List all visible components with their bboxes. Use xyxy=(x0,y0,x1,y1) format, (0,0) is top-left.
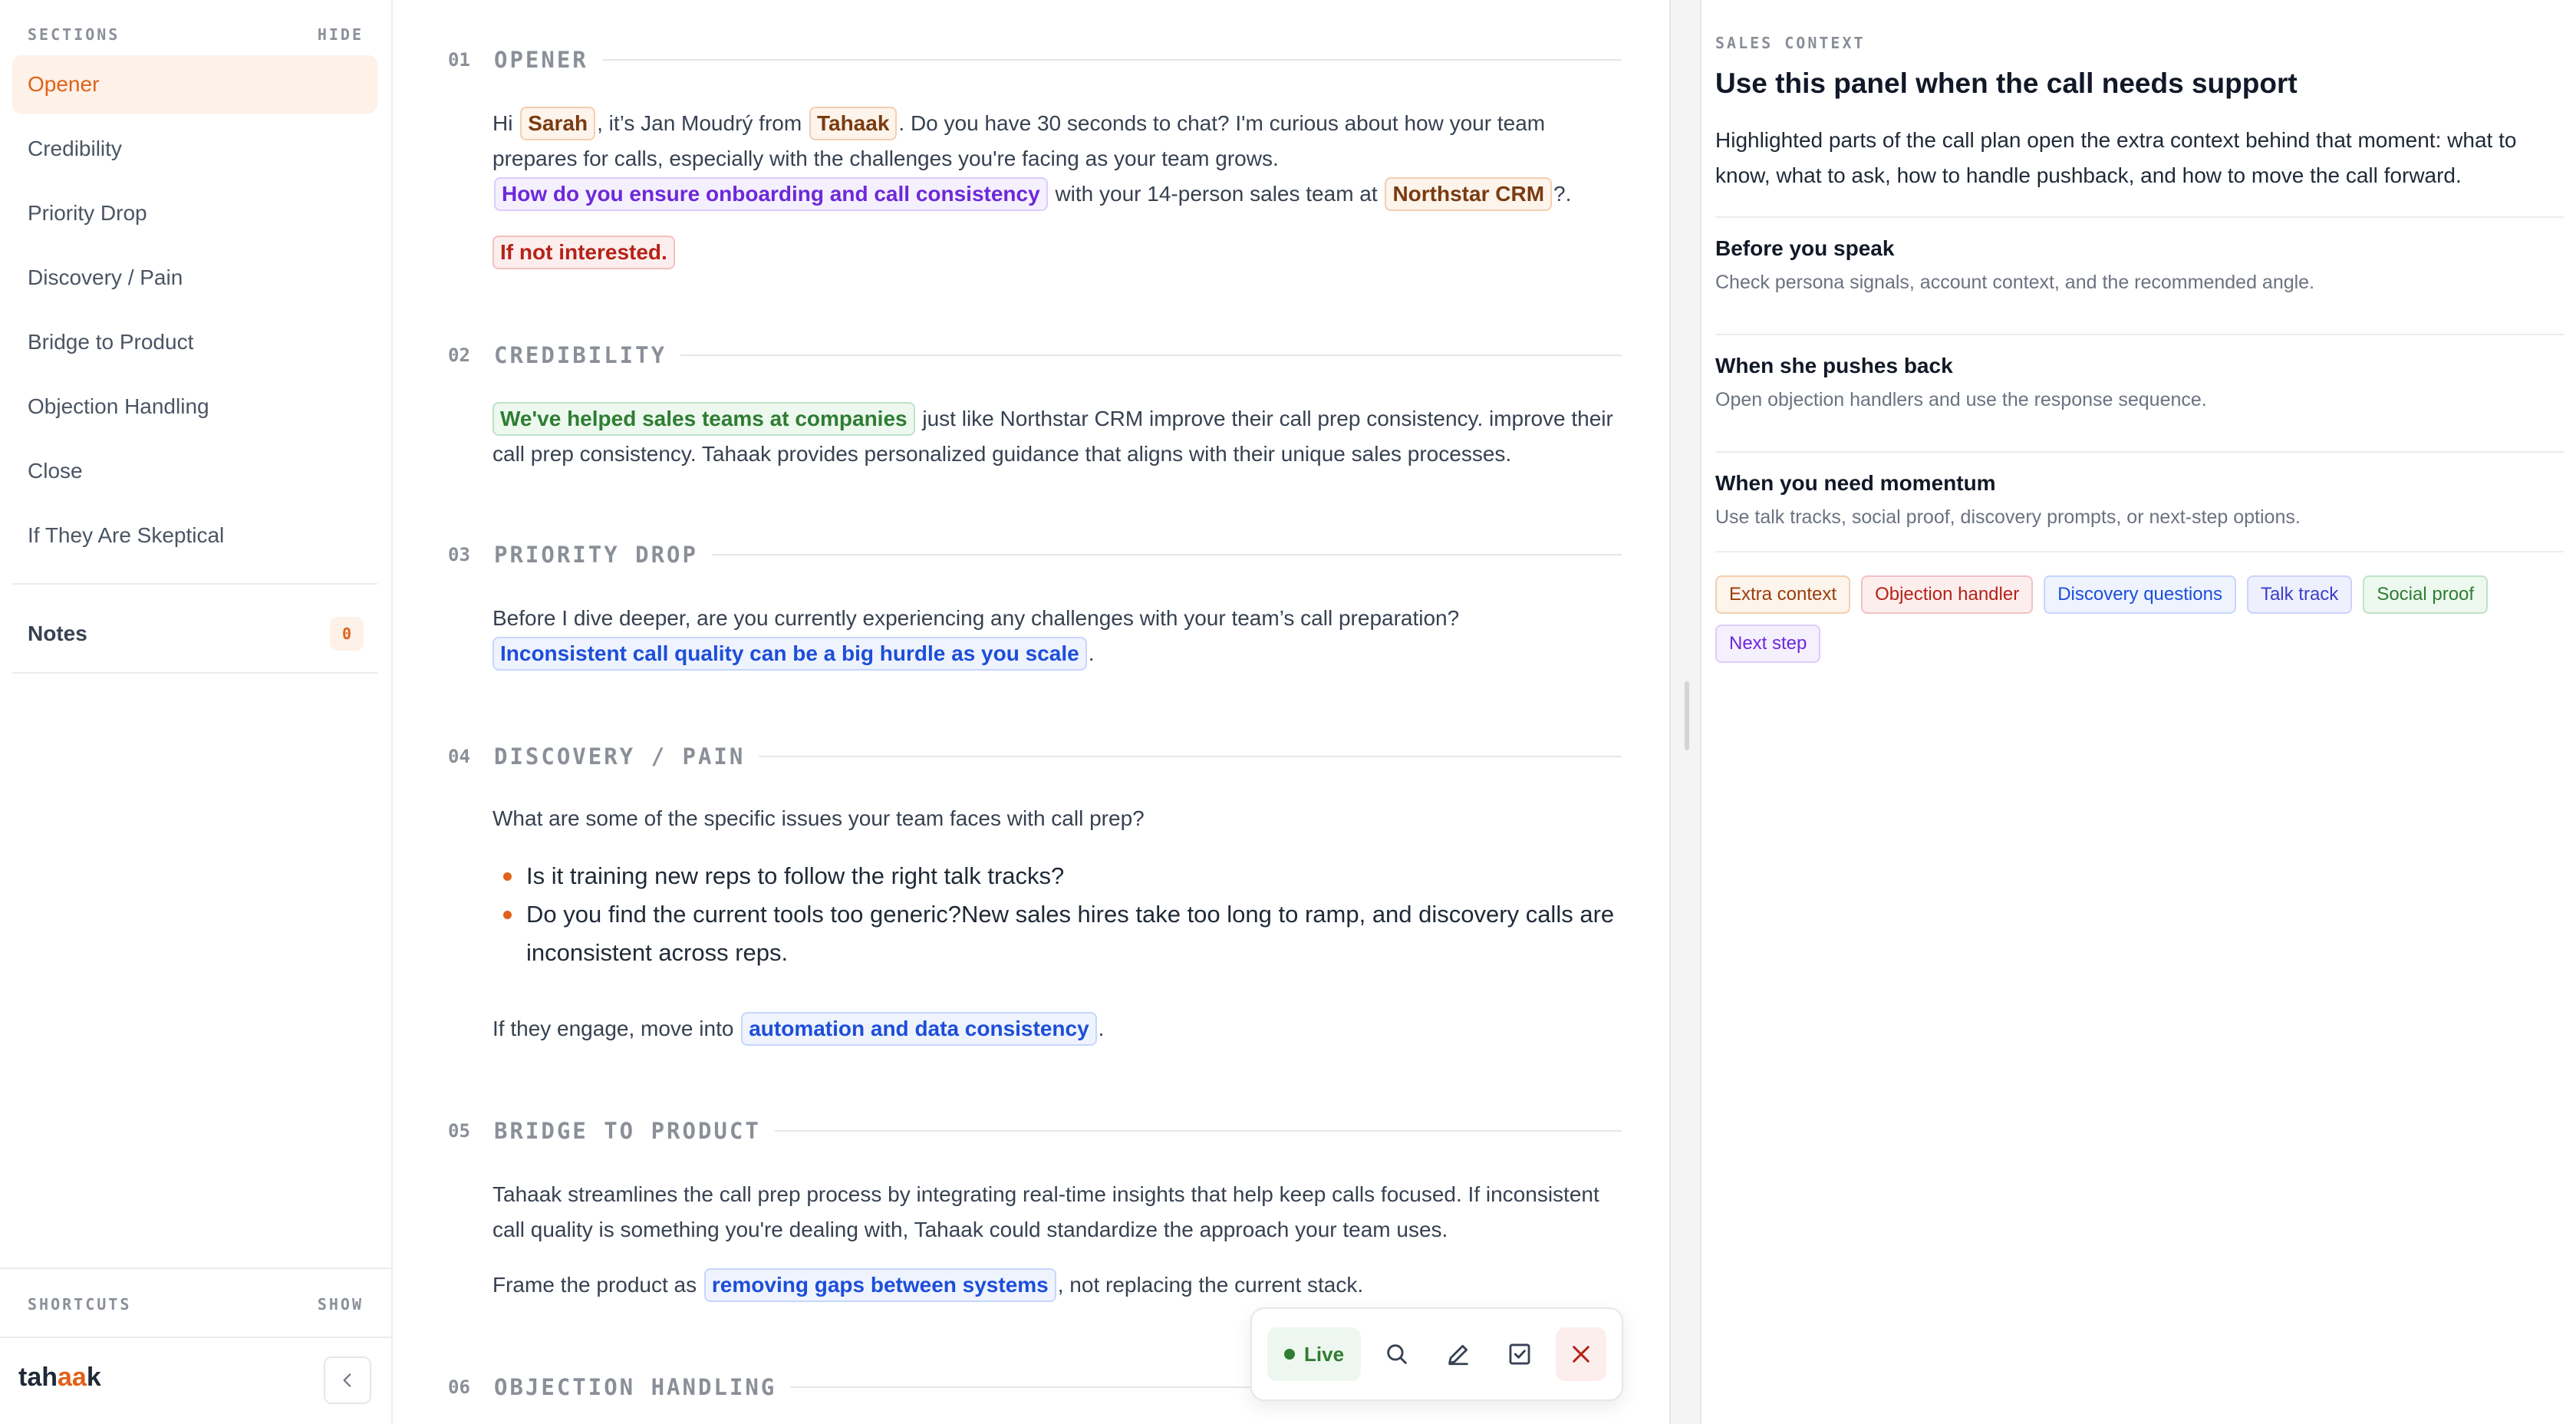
section-title: CREDIBILITY xyxy=(494,342,667,368)
sales-context-panel xyxy=(1703,0,2576,1424)
sections-label: SECTIONS xyxy=(28,25,120,44)
live-label: Live xyxy=(1304,1342,1345,1366)
pencil-icon xyxy=(1445,1341,1471,1367)
shortcuts-header xyxy=(28,1290,364,1318)
section-rule xyxy=(759,756,1622,757)
text: Frame the product as xyxy=(492,1273,697,1297)
live-status-button[interactable] xyxy=(1267,1327,1361,1381)
discovery-transition xyxy=(492,1011,1620,1047)
tip-title: Before you speak xyxy=(1715,236,1895,260)
checklist-button[interactable] xyxy=(1494,1327,1545,1381)
section-header-discovery-pain xyxy=(448,741,1622,772)
text: , not replacing the current stack. xyxy=(1057,1273,1364,1297)
credibility-paragraph xyxy=(492,401,1620,472)
panel-divider xyxy=(1715,551,2564,552)
edit-button[interactable] xyxy=(1433,1327,1484,1381)
sidebar-item-discovery-pain[interactable]: Discovery / Pain xyxy=(28,265,183,289)
tip-description: Use talk tracks, social proof, discovery prompts, or next-step options. xyxy=(1715,506,2301,528)
legend-next-step: Next step xyxy=(1715,625,1820,663)
section-title: OPENER xyxy=(494,47,588,73)
notes-count-badge: 0 xyxy=(330,617,364,651)
extra-context-chip[interactable]: Sarah xyxy=(520,107,595,140)
sidebar-item-objection-handling[interactable]: Objection Handling xyxy=(28,394,209,418)
text: Hi xyxy=(492,111,513,135)
list-item: Is it training new reps to follow the right talk tracks? xyxy=(492,857,1620,895)
section-rule xyxy=(712,554,1622,555)
section-number: 05 xyxy=(448,1120,470,1142)
social-proof-chip[interactable]: We've helped sales teams at companies xyxy=(492,402,915,436)
tip-description: Open objection handlers and use the response sequence. xyxy=(1715,389,2207,410)
list-item: Do you find the current tools too generic?New sales hires take too long to ramp, and discovery calls are inconsistent across reps. xyxy=(492,895,1620,972)
text: Before I dive deeper, are you currently experiencing any challenges with your team’s call preparation? xyxy=(492,606,1460,630)
notes-label: Notes xyxy=(28,621,87,645)
priority-drop-paragraph xyxy=(492,601,1620,671)
end-call-button[interactable] xyxy=(1556,1327,1606,1381)
section-header-priority-drop xyxy=(448,539,1622,570)
call-script xyxy=(394,0,1668,1424)
shortcuts-label: SHORTCUTS xyxy=(28,1295,132,1314)
logo-text-suffix: k xyxy=(86,1363,101,1392)
logo-text-accent: aa xyxy=(58,1363,87,1392)
section-title: PRIORITY DROP xyxy=(494,542,698,568)
legend-talk-track: Talk track xyxy=(2247,575,2352,614)
tip-title: When she pushes back xyxy=(1715,354,1953,377)
section-header-bridge-to-product xyxy=(448,1116,1622,1146)
sidebar-item-opener[interactable]: Opener xyxy=(12,55,377,114)
tahaak-logo xyxy=(18,1363,101,1393)
notes-item[interactable] xyxy=(12,603,377,664)
sidebar-item-bridge-to-product[interactable]: Bridge to Product xyxy=(28,330,194,354)
legend-objection-handler: Objection handler xyxy=(1861,575,2033,614)
bridge-framing xyxy=(492,1267,1620,1303)
close-icon xyxy=(1569,1342,1593,1366)
discovery-question: What are some of the specific issues your team faces with call prep? xyxy=(492,806,1145,830)
section-number: 03 xyxy=(448,544,470,565)
panel-divider xyxy=(1715,334,2564,335)
legend-social-proof: Social proof xyxy=(2363,575,2488,614)
sidebar-divider xyxy=(12,583,377,585)
sidebar-item-credibility[interactable]: Credibility xyxy=(28,137,122,160)
chevron-left-icon xyxy=(338,1370,357,1390)
panel-divider xyxy=(1715,451,2564,453)
legend-extra-context: Extra context xyxy=(1715,575,1850,614)
live-call-toolbar xyxy=(1250,1307,1623,1401)
text: . Do you have 30 seconds to chat? I'm curious about how your team prepares for calls, especially with the challenges you're facing as your team grows. xyxy=(492,111,1546,170)
section-number: 04 xyxy=(448,746,470,767)
text: . xyxy=(1088,641,1095,665)
search-icon xyxy=(1384,1341,1410,1367)
text: If they engage, move into xyxy=(492,1017,734,1040)
panel-divider xyxy=(1715,216,2564,218)
live-indicator-dot xyxy=(1284,1349,1295,1360)
legend-discovery-questions: Discovery questions xyxy=(2044,575,2236,614)
panel-resize-handle[interactable] xyxy=(1669,0,1701,1424)
section-rule xyxy=(680,354,1622,356)
checkbox-icon xyxy=(1507,1341,1533,1367)
extra-context-chip[interactable]: Tahaak xyxy=(809,107,897,140)
resize-grip xyxy=(1685,681,1689,750)
sidebar-item-if-they-are-skeptical[interactable]: If They Are Skeptical xyxy=(28,523,225,547)
show-shortcuts-button[interactable]: SHOW xyxy=(317,1295,364,1314)
sidebar-item-priority-drop[interactable]: Priority Drop xyxy=(28,201,147,225)
section-rule xyxy=(602,59,1622,61)
tip-title: When you need momentum xyxy=(1715,471,1996,495)
text: with your 14-person sales team at xyxy=(1055,182,1378,206)
collapse-sidebar-button[interactable] xyxy=(324,1356,371,1404)
section-title: BRIDGE TO PRODUCT xyxy=(494,1118,761,1144)
section-header-opener xyxy=(448,44,1622,75)
talk-track-chip[interactable]: Inconsistent call quality can be a big hurdle as you scale xyxy=(492,637,1087,671)
panel-intro: Highlighted parts of the call plan open the extra context behind that moment: what to know, what to ask, how to handle pushback, and how to move the call forward. xyxy=(1715,128,2517,187)
tip-description: Check persona signals, account context, and the recommended angle. xyxy=(1715,272,2315,293)
section-header-credibility xyxy=(448,340,1622,371)
talk-track-chip[interactable]: removing gaps between systems xyxy=(704,1268,1056,1302)
sidebar-footer-divider xyxy=(0,1267,391,1269)
section-title: DISCOVERY / PAIN xyxy=(494,743,746,770)
objection-handler-chip[interactable]: If not interested. xyxy=(492,236,675,269)
panel-title: Use this panel when the call needs support xyxy=(1715,68,2298,99)
text: ?. xyxy=(1553,182,1572,206)
sidebar-header xyxy=(28,23,364,46)
opener-paragraph xyxy=(492,106,1620,212)
sidebar-divider xyxy=(12,672,377,674)
discovery-questions-chip[interactable]: automation and data consistency xyxy=(741,1012,1096,1046)
section-number: 01 xyxy=(448,49,470,71)
logo-text-prefix: tah xyxy=(18,1363,58,1392)
section-number: 06 xyxy=(448,1376,470,1398)
text: just like Northstar CRM improve their call prep consistency. improve their call prep consistency. Tahaak provides personalized guidance that aligns with their unique sales processes. xyxy=(492,407,1613,466)
section-rule xyxy=(775,1130,1622,1132)
extra-context-chip[interactable]: Northstar CRM xyxy=(1385,177,1552,211)
discovery-bullets xyxy=(492,857,1620,972)
sections-sidebar xyxy=(0,0,393,1424)
panel-eyebrow: SALES CONTEXT xyxy=(1715,34,1866,52)
opener-objection-line xyxy=(492,235,1620,270)
text: . xyxy=(1098,1017,1105,1040)
hide-sections-button[interactable]: HIDE xyxy=(317,25,364,44)
highlight-legend xyxy=(1715,575,2567,663)
sidebar-footer-divider xyxy=(0,1337,391,1338)
text: , it’s Jan Moudrý from xyxy=(597,111,802,135)
section-title: OBJECTION HANDLING xyxy=(494,1374,777,1400)
sidebar-item-close[interactable]: Close xyxy=(28,459,83,483)
sections-nav xyxy=(12,55,377,571)
bridge-paragraph: Tahaak streamlines the call prep process by integrating real-time insights that help keep calls focused. If inconsistent call quality is something you're dealing with, Tahaak could standardize the approach your team uses. xyxy=(492,1182,1599,1241)
section-number: 02 xyxy=(448,344,470,366)
next-step-chip[interactable]: How do you ensure onboarding and call consistency xyxy=(494,177,1048,211)
search-button[interactable] xyxy=(1372,1327,1422,1381)
